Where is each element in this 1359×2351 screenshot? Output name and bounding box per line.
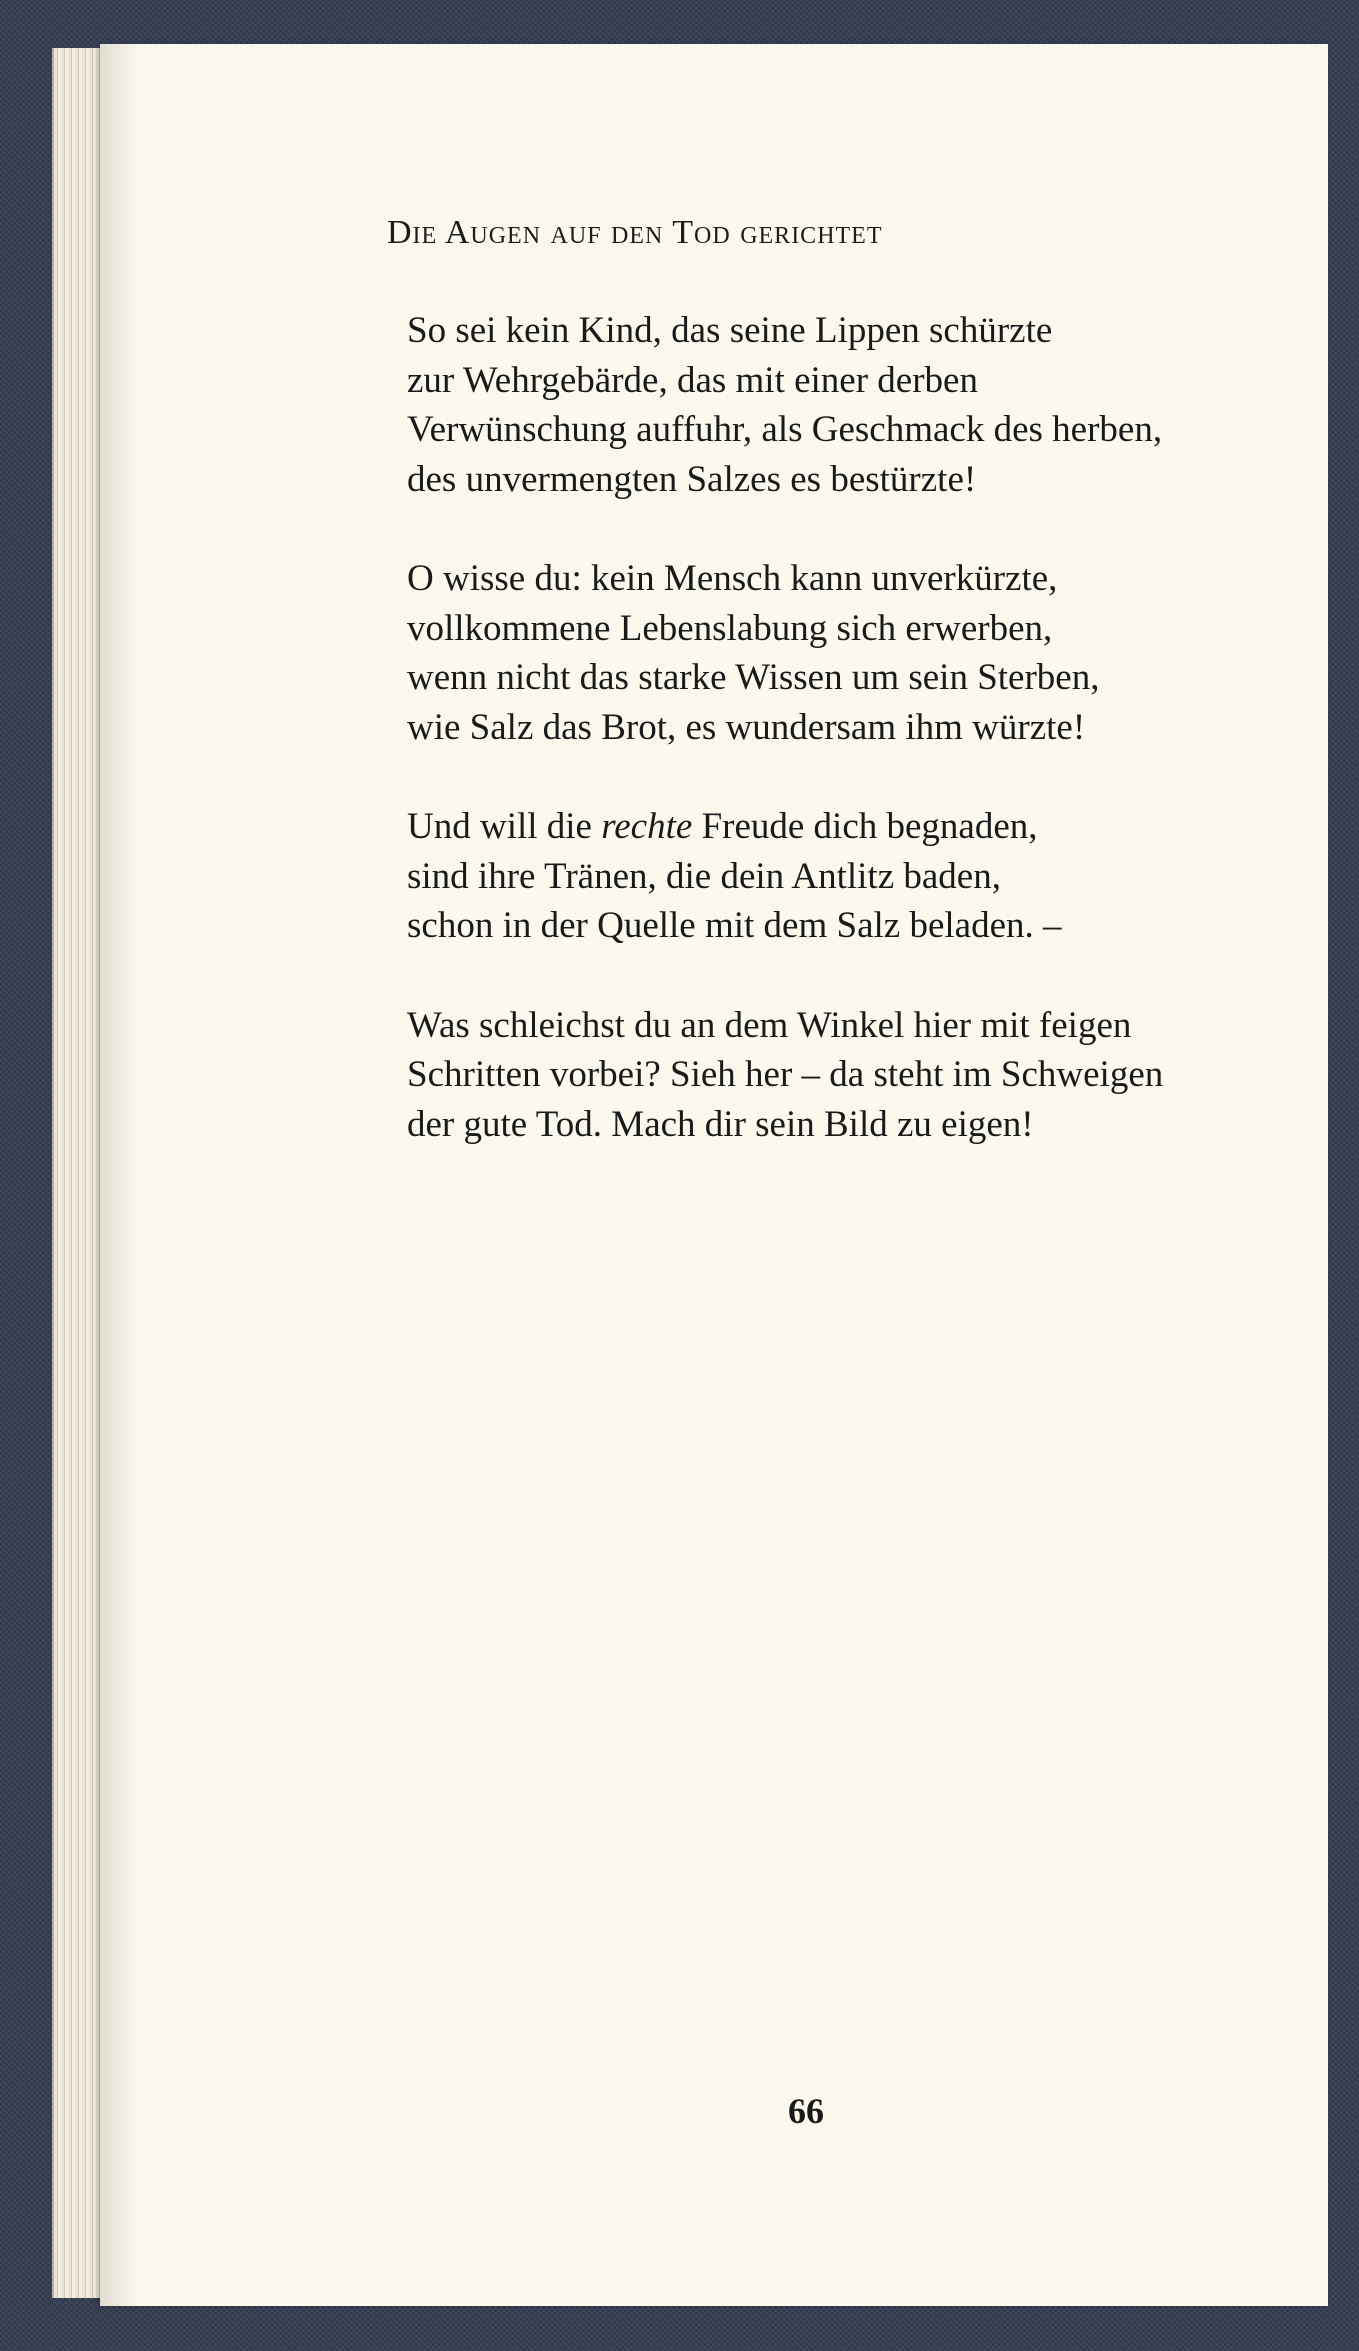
verse-line: wie Salz das Brot, es wundersam ihm würzte! xyxy=(407,706,1086,748)
verse-line: wenn nicht das starke Wissen um sein Sterben, xyxy=(407,657,1100,698)
gutter-shadow xyxy=(100,44,140,2306)
page-number: 66 xyxy=(788,2091,824,2131)
verse-line: Verwünschung auffuhr, als Geschmack des herben, xyxy=(407,409,1163,450)
poem-title: Die Augen auf den Tod gerichtet xyxy=(387,214,883,251)
verse-text: Und will die xyxy=(407,806,602,847)
stanza-2 xyxy=(407,554,1307,752)
verse-line: vollkommene Lebenslabung sich erwerben, xyxy=(407,607,1053,649)
verse-line: zur Wehrgebärde, das mit einer derben xyxy=(407,359,978,401)
verse-line: sind ihre Tränen, die dein Antlitz baden, xyxy=(407,855,1001,897)
stanza-3 xyxy=(407,802,1307,951)
verse-line: der gute Tod. Mach dir sein Bild zu eigen! xyxy=(407,1103,1034,1145)
verse-text: Freude dich begnaden, xyxy=(692,806,1038,847)
verse-line: Schritten vorbei? Sieh her – da steht im Schweigen xyxy=(407,1054,1164,1095)
stanza-4 xyxy=(407,1001,1307,1150)
verse-line: So sei kein Kind, das seine Lippen schürzte xyxy=(407,310,1053,351)
emphasized-word: rechte xyxy=(601,806,693,847)
verse-line: des unvermengten Salzes es bestürzte! xyxy=(407,458,977,500)
verse-line xyxy=(407,802,1307,852)
verse-line: Was schleichst du an dem Winkel hier mit feigen xyxy=(407,1004,1132,1046)
verse-line: O wisse du: kein Mensch kann unverkürzte, xyxy=(407,558,1058,599)
poem-body xyxy=(407,306,1307,1199)
verse-line: schon in der Quelle mit dem Salz beladen. – xyxy=(407,905,1062,946)
stanza-1 xyxy=(407,306,1307,504)
